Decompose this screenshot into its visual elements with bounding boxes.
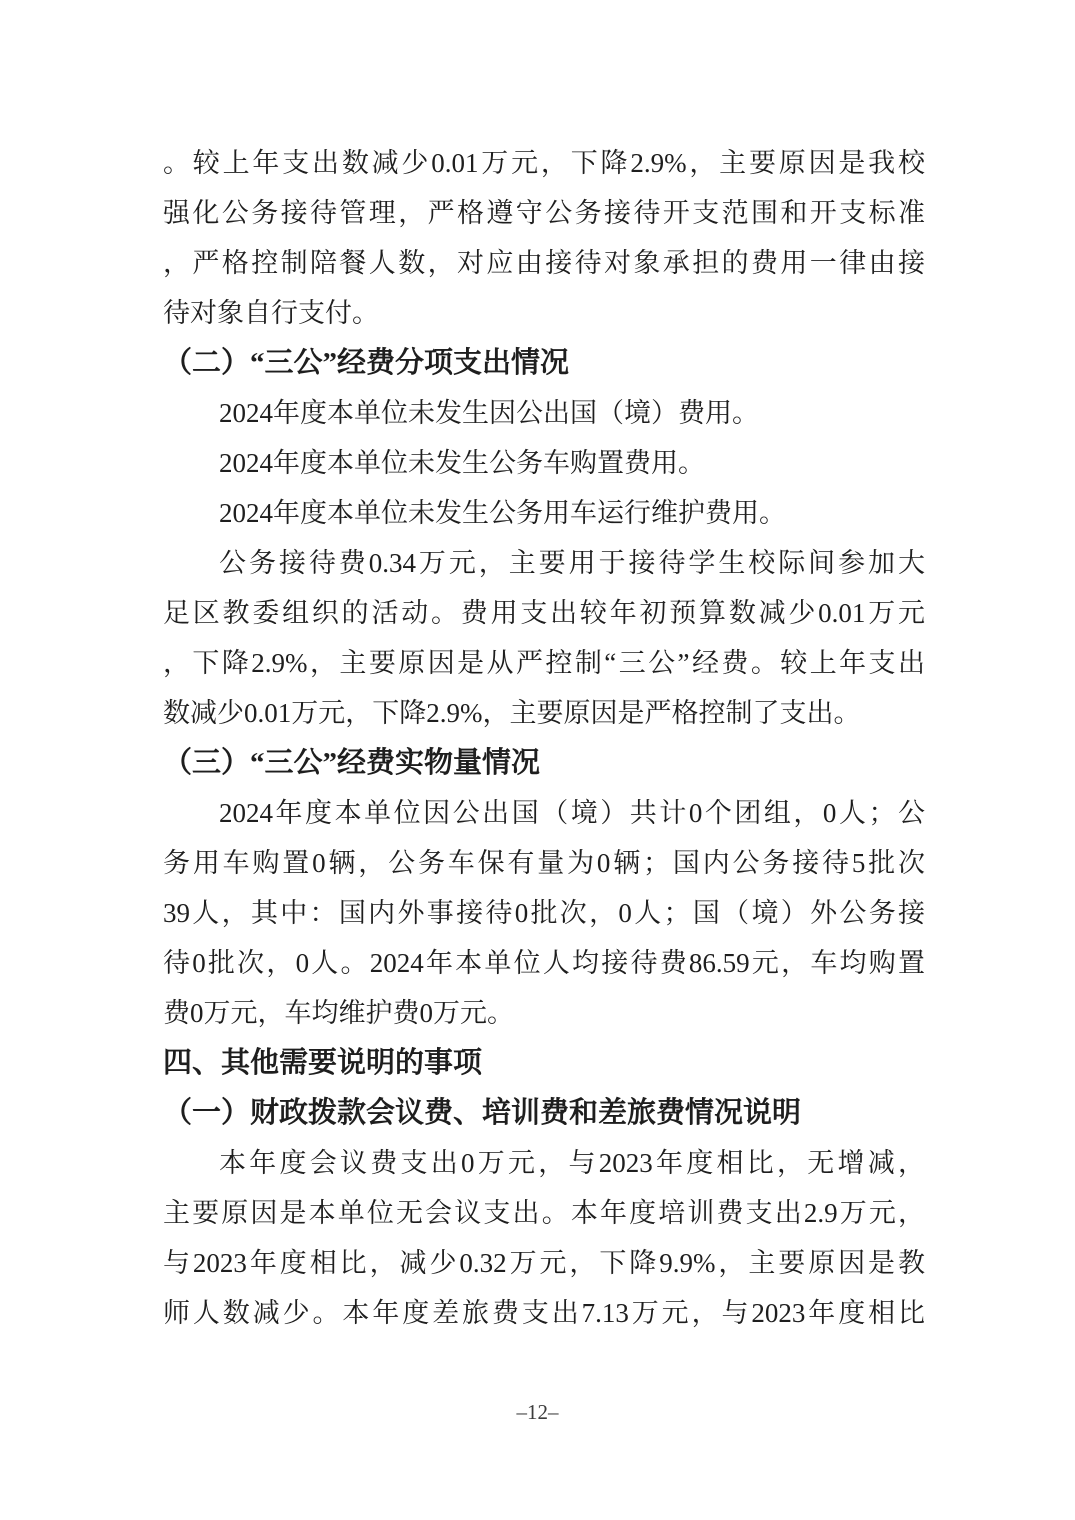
document-body <box>163 138 925 1338</box>
paragraph-line: 待对象自行支付。 <box>163 298 379 328</box>
paragraph-line: 。较上年支出数减少0.01万元，下降2.9%，主要原因是我校 <box>163 148 925 178</box>
paragraph-line: 2024年度本单位未发生公务车购置费用。 <box>219 448 705 478</box>
chapter-heading: 四、其他需要说明的事项 <box>163 1047 483 1079</box>
section-heading: （二）“三公”经费分项支出情况 <box>163 347 570 379</box>
paragraph-line: 主要原因是本单位无会议支出。本年度培训费支出2.9万元， <box>163 1198 925 1228</box>
paragraph-line: 与2023年度相比，减少0.32万元，下降9.9%，主要原因是教 <box>163 1248 925 1278</box>
paragraph-line: 务用车购置0辆，公务车保有量为0辆；国内公务接待5批次 <box>163 848 925 878</box>
paragraph-line: ，下降2.9%，主要原因是从严控制“三公”经费。较上年支出 <box>163 648 925 678</box>
paragraph-line: 师人数减少。本年度差旅费支出7.13万元，与2023年度相比 <box>163 1298 925 1328</box>
paragraph-line: 待0批次，0人。2024年本单位人均接待费86.59元，车均购置 <box>163 948 925 978</box>
paragraph-line: 2024年度本单位因公出国（境）共计0个团组，0人；公 <box>219 798 925 828</box>
page-number: –12– <box>516 1400 559 1424</box>
paragraph-line: 2024年度本单位未发生公务用车运行维护费用。 <box>219 498 786 528</box>
paragraph-line: 39人，其中：国内外事接待0批次，0人；国（境）外公务接 <box>163 898 925 928</box>
paragraph-line: 数减少0.01万元，下降2.9%，主要原因是严格控制了支出。 <box>163 698 861 728</box>
section-heading: （一）财政拨款会议费、培训费和差旅费情况说明 <box>163 1097 802 1129</box>
section-heading: （三）“三公”经费实物量情况 <box>163 747 541 779</box>
paragraph-line: 2024年度本单位未发生因公出国（境）费用。 <box>219 398 759 428</box>
paragraph-line: 足区教委组织的活动。费用支出较年初预算数减少0.01万元 <box>163 598 925 628</box>
paragraph-line: 强化公务接待管理，严格遵守公务接待开支范围和开支标准 <box>163 198 925 228</box>
paragraph-line: 费0万元，车均维护费0万元。 <box>163 998 514 1028</box>
paragraph-line: ，严格控制陪餐人数，对应由接待对象承担的费用一律由接 <box>163 248 925 278</box>
paragraph-line: 本年度会议费支出0万元，与2023年度相比，无增减， <box>219 1148 925 1178</box>
paragraph-line: 公务接待费0.34万元，主要用于接待学生校际间参加大 <box>219 548 925 578</box>
